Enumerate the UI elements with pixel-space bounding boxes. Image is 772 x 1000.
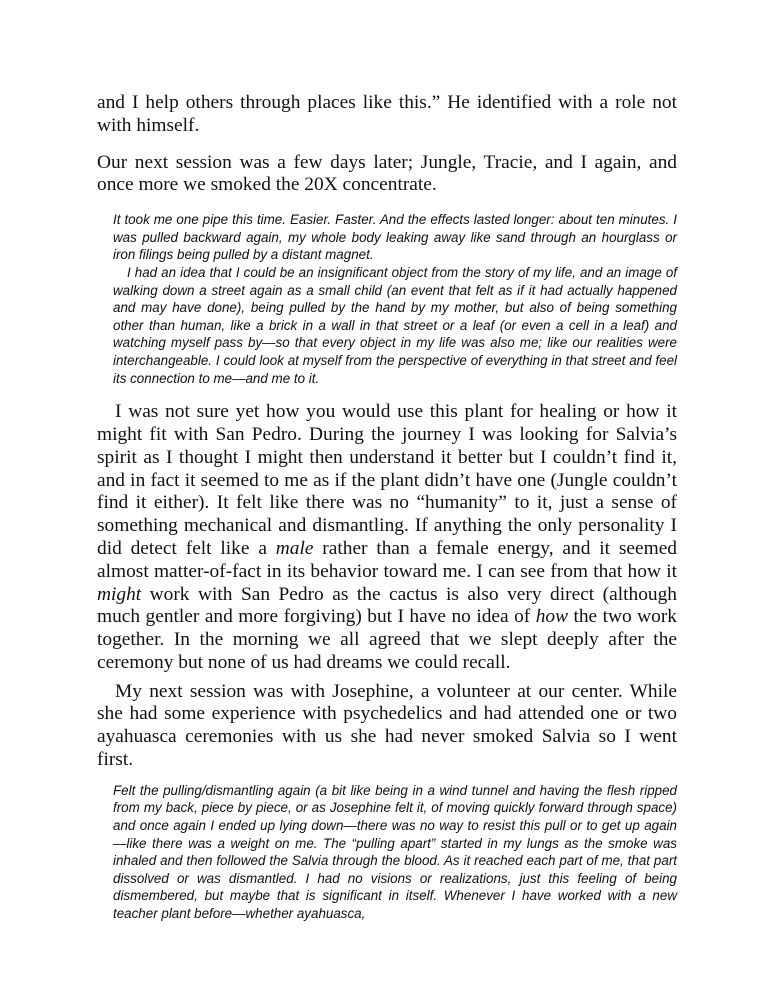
document-page	[97, 92, 677, 923]
paragraph-healing-reflection	[97, 401, 677, 675]
journal-quote-2: Felt the pulling/dismantling again (a bit like being in a wind tunnel and having the flesh ripped from my back, piece by piece, or as Josephine felt it, of moving quickly forward through space) and once again I ended up lying down—there was no way to resist this pull or to get up again—like there was a weight on me. The “pulling apart” started in my lungs as the smoke was inhaled and then followed the Salvia through the blood. As it reached each part of me, that part dissolved or was dismantled. I had no visions or realizations, just this feeling of being dismembered, but maybe that is significant in itself. Whenever I have worked with a new teacher plant before—whether ayahuasca,	[113, 782, 677, 922]
text-segment: work with San Pedro as the cactus is also very direct (although much gentler and more forgiving) but I have no idea of	[97, 583, 677, 628]
emphasis-male: male	[275, 537, 314, 559]
text-segment: rather than a female energy, and it seemed almost matter-of-fact in its behavior toward me. I can see from that how it	[97, 537, 678, 582]
quote-1-paragraph-1: It took me one pipe this time. Easier. Faster. And the effects lasted longer: about ten minutes. I was pulled backward again, my whole body leaking away like sand through an hourglass or iron filings being pulled by a distant magnet.	[113, 212, 677, 263]
journal-quote-1	[97, 211, 677, 387]
quote-1-paragraph-2: I had an idea that I could be an insignificant object from the story of my life, and an image of walking down a street again as a small child (an event that felt as if it had actually happened and may have done), being pulled by the hand by my mother, but also of being something other than human, like a brick in a wall in that street or a leaf (or even a cell in a leaf) and watching myself pass by—so that every object in my life was also me; like our realities were interchangeable. I could look at myself from the perspective of everything in that street and feel its connection to me—and me to it.	[113, 264, 677, 386]
paragraph-next-session: Our next session was a few days later; Jungle, Tracie, and I again, and once more we smoked the 20X concentrate.	[97, 151, 677, 196]
emphasis-how: how	[535, 606, 569, 628]
text-segment: the two work together. In the morning we all agreed that we slept deeply after the ceremony but none of us had dreams we could recall.	[97, 606, 677, 673]
text-segment: I was not sure yet how you would use this plant for healing or how it might fit with San Pedro. During the journey I was looking for Salvia’s spirit as I thought I might then understand it better but I couldn’t find it, and in fact it seemed to me as if the plant didn’t have one (Jungle couldn’t find it either). It felt like there was no “humanity” to it, just a sense of something mechanical and dismantling. If anything the only personality I did detect felt like a	[97, 401, 677, 559]
emphasis-might: might	[97, 583, 142, 605]
paragraph-opening: and I help others through places like this.” He identified with a role not with himself.	[97, 92, 677, 136]
paragraph-josephine-session: My next session was with Josephine, a volunteer at our center. While she had some experience with psychedelics and had attended one or two ayahuasca ceremonies with us she had never smoked Salvia so I went first.	[97, 680, 677, 771]
